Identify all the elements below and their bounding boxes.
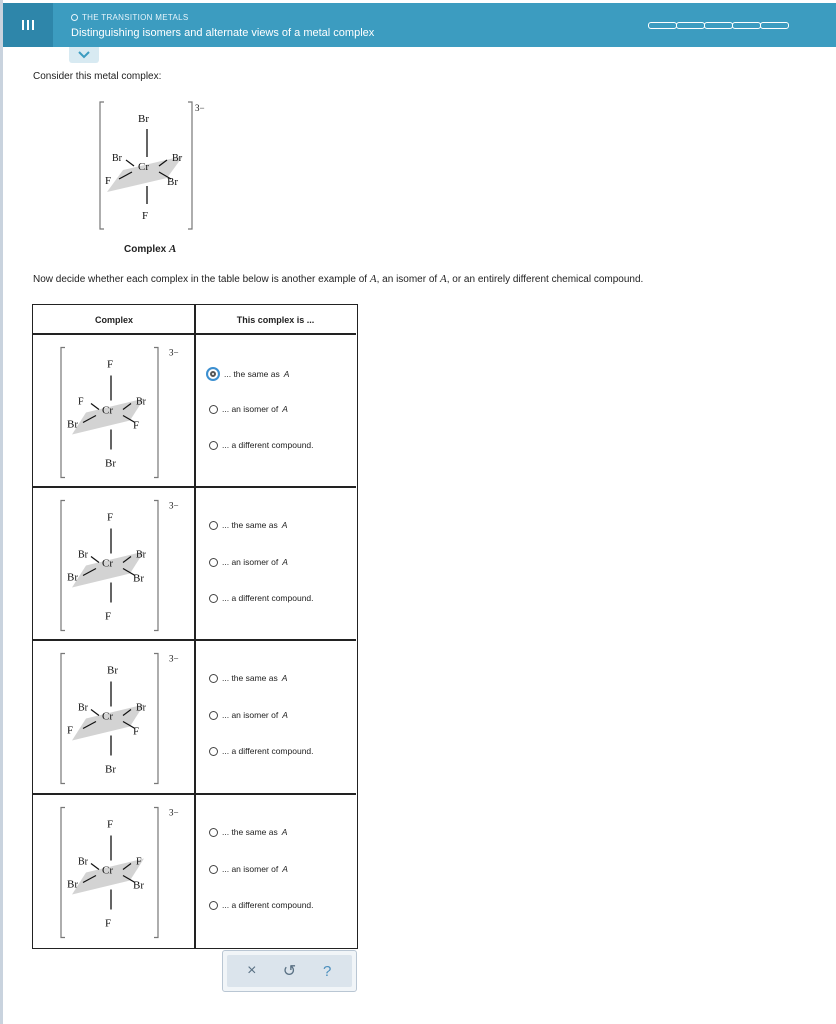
option-label: ... a different compound. [222, 440, 314, 450]
option-label: ... the same as [222, 520, 278, 530]
bracket-right [154, 501, 158, 631]
menu-button[interactable] [3, 3, 53, 47]
instruction-var: A [369, 273, 377, 285]
row-complex-structure [33, 794, 194, 947]
ligand-back-left: Br [78, 856, 88, 868]
bracket-right [154, 808, 158, 938]
complex-a-label [124, 243, 176, 255]
ligand-back-right: Br [136, 549, 146, 561]
charge-label: 3− [169, 347, 179, 358]
option-different[interactable] [209, 440, 314, 450]
option-isomer[interactable] [209, 864, 288, 874]
ligand-front-left: F [105, 175, 112, 187]
ligand-bottom: F [105, 610, 112, 623]
option-label: ... an isomer of [222, 864, 279, 874]
progress-segment [732, 22, 761, 29]
progress-segment [760, 22, 789, 29]
option-label: ... the same as [224, 369, 280, 379]
option-isomer[interactable] [209, 404, 288, 414]
complex-a-label-var: A [169, 243, 177, 255]
radio-button[interactable] [209, 558, 218, 567]
bond [91, 710, 99, 716]
bracket-left [61, 501, 65, 631]
option-var: A [282, 710, 288, 720]
row-complex-structure [33, 487, 194, 640]
chevron-down-icon [78, 51, 90, 59]
clear-button[interactable]: × [247, 962, 257, 979]
radio-button[interactable] [209, 441, 218, 450]
hamburger-icon [22, 19, 34, 31]
ligand-bottom: Br [105, 763, 116, 776]
option-var: A [281, 673, 288, 683]
option-var: A [282, 404, 288, 414]
column-divider [194, 305, 196, 948]
page-title: Distinguishing isomers and alternate views of a metal complex [71, 27, 375, 39]
ligand-back-left: Br [78, 549, 88, 561]
ligand-top: Br [107, 664, 118, 677]
ligand-front-right: Br [167, 176, 178, 188]
ligand-front-right: F [133, 419, 140, 432]
option-var: A [281, 827, 288, 837]
radio-button[interactable] [209, 594, 218, 603]
option-same[interactable] [209, 827, 287, 837]
ligand-top: F [107, 358, 114, 371]
column-header-complex: Complex [94, 314, 133, 325]
radio-button[interactable] [209, 405, 218, 414]
charge-label: 3− [169, 653, 179, 664]
instruction-text [33, 273, 643, 285]
option-same[interactable] [209, 367, 289, 381]
bracket-right [154, 348, 158, 478]
section-tag-text: THE TRANSITION METALS [82, 13, 189, 22]
ligand-front-left: F [67, 724, 74, 737]
progress-segment [676, 22, 705, 29]
metal-center: Cr [138, 161, 149, 173]
charge-label: 3− [169, 500, 179, 511]
ligand-front-left: Br [67, 878, 78, 891]
radio-button[interactable] [209, 901, 218, 910]
ligand-top: F [107, 511, 114, 524]
header [3, 3, 836, 47]
radio-button[interactable] [206, 367, 220, 381]
metal-center: Cr [102, 710, 113, 723]
metal-center: Cr [102, 864, 113, 877]
bond [91, 557, 99, 563]
bracket-left [61, 348, 65, 478]
option-var: A [283, 369, 290, 379]
metal-center: Cr [102, 404, 113, 417]
ligand-back-right: Br [136, 702, 146, 714]
option-same[interactable] [209, 673, 287, 683]
ligand-back-left: Br [112, 153, 122, 164]
option-isomer[interactable] [209, 557, 288, 567]
radio-button[interactable] [209, 521, 218, 530]
bracket-left [61, 654, 65, 784]
option-different[interactable] [209, 593, 314, 603]
instruction-part: , or an entirely different chemical compound. [446, 274, 644, 285]
option-different[interactable] [209, 900, 314, 910]
radio-button[interactable] [209, 747, 218, 756]
answer-table [32, 304, 358, 949]
circle-icon [71, 14, 78, 21]
bracket-right [154, 654, 158, 784]
radio-button[interactable] [209, 711, 218, 720]
option-var: A [282, 557, 288, 567]
option-label: ... the same as [222, 673, 278, 683]
ligand-top: Br [138, 113, 149, 125]
option-label: ... a different compound. [222, 593, 314, 603]
radio-button[interactable] [209, 674, 218, 683]
option-var: A [281, 520, 288, 530]
charge-label: 3− [195, 103, 205, 113]
complex-a-label-prefix: Complex [124, 244, 167, 255]
option-label: ... an isomer of [222, 710, 279, 720]
radio-button[interactable] [209, 828, 218, 837]
progress-bar [648, 22, 788, 29]
option-same[interactable] [209, 520, 287, 530]
option-label: ... a different compound. [222, 746, 314, 756]
bracket-left [61, 808, 65, 938]
radio-button[interactable] [209, 865, 218, 874]
prompt-text: Consider this metal complex: [33, 71, 162, 82]
progress-segment [704, 22, 733, 29]
row-complex-structure [33, 640, 194, 793]
metal-center: Cr [102, 557, 113, 570]
option-different[interactable] [209, 746, 314, 756]
section-tag [71, 13, 188, 22]
help-button[interactable]: ? [322, 962, 332, 980]
option-label: ... a different compound. [222, 900, 314, 910]
row-complex-structure [33, 334, 194, 487]
charge-label: 3− [169, 807, 179, 818]
instruction-part: , an isomer of [376, 274, 440, 285]
bond [91, 404, 99, 410]
ligand-back-right: F [136, 856, 142, 868]
ligand-front-right: F [133, 725, 140, 738]
undo-button[interactable]: ↺ [282, 963, 297, 980]
ligand-back-right: Br [136, 396, 146, 408]
ligand-front-right: Br [133, 572, 144, 585]
left-rail [0, 0, 3, 1024]
instruction-var: A [439, 273, 447, 285]
option-var: A [282, 864, 288, 874]
ligand-front-right: Br [133, 879, 144, 892]
bond [91, 864, 99, 870]
ligand-front-left: Br [67, 418, 78, 431]
option-isomer[interactable] [209, 710, 288, 720]
option-label: ... an isomer of [222, 404, 279, 414]
ligand-front-left: Br [67, 571, 78, 584]
ligand-back-left: F [78, 396, 84, 408]
column-header-answer: This complex is ... [236, 314, 315, 325]
option-label: ... an isomer of [222, 557, 279, 567]
ligand-bottom: Br [105, 457, 116, 470]
answer-tools [222, 950, 357, 992]
ligand-back-left: Br [78, 702, 88, 714]
collapse-button[interactable] [69, 47, 99, 63]
ligand-top: F [107, 818, 114, 831]
progress-segment [648, 22, 677, 29]
option-label: ... the same as [222, 827, 278, 837]
ligand-back-right: Br [172, 153, 182, 164]
complex-a-structure [90, 98, 220, 238]
ligand-bottom: F [142, 210, 149, 222]
instruction-part: Now decide whether each complex in the table below is another example of [33, 274, 370, 285]
ligand-bottom: F [105, 917, 112, 930]
